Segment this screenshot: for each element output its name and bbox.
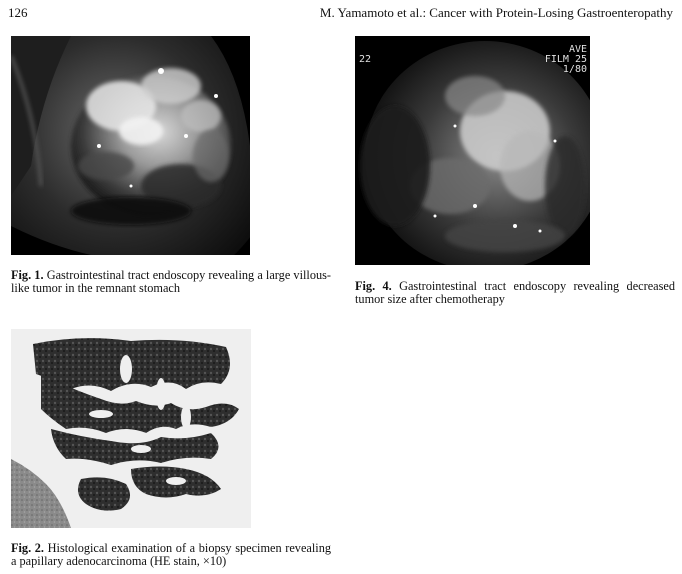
figure-4-overlay-line-3: 1/80 [562,64,587,75]
figure-4-overlay-number: 22 [359,54,372,65]
figure-2-caption-text: Histological examination of a biopsy specimen revealing a papillary adenocarcinoma (HE stain, ×10) [11,541,332,568]
figure-4-caption-text: Gastrointestinal tract endoscopy revealing decreased tumor size after chemotherapy [355,279,676,306]
figure-2-label: Fig. 2. [11,541,45,555]
figure-4-overlay-line-2: FILM 25 [544,54,587,65]
running-header: M. Yamamoto et al.: Cancer with Protein-Losing Gastroenteropathy [319,5,673,20]
figure-1-label: Fig. 1. [11,268,44,282]
figure-1-caption [11,269,331,295]
figure-4-caption [355,280,675,306]
figure-4-label: Fig. 4. [355,279,392,293]
figure-4-overlay-line-1: AVE [568,44,587,55]
figure-1-caption-text: Gastrointestinal tract endoscopy revealing a large villous-like tumor in the remnant stomach [11,268,332,295]
figure-2-caption [11,542,331,568]
page-number: 126 [8,5,28,20]
figure-2-histology-image [11,329,251,528]
figure-1-endoscopy-image [11,36,250,255]
figure-4-endoscopy-image [355,36,590,265]
